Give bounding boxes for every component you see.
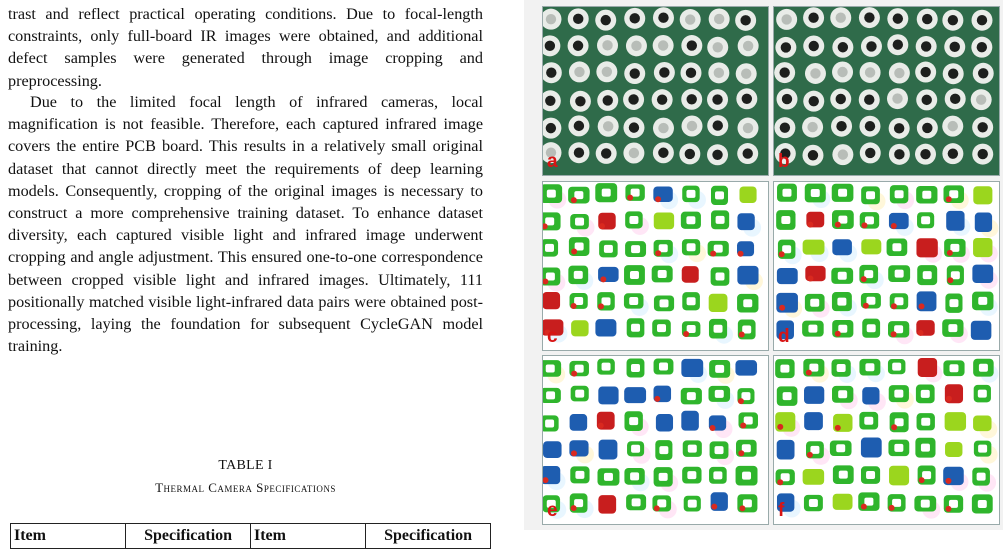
pcb-infrared-image	[774, 356, 999, 524]
pcb-pad	[803, 469, 825, 485]
table-number: TABLE I	[218, 458, 273, 473]
pcb-pad	[972, 265, 993, 283]
table-header-cell: Item	[11, 524, 126, 549]
pcb-visible-image	[543, 7, 768, 175]
panel-c-infrared-image	[542, 181, 769, 351]
pcb-pad	[862, 387, 879, 404]
pcb-pad	[945, 442, 962, 457]
pcb-pad	[598, 495, 616, 513]
pcb-pad	[682, 266, 699, 283]
pcb-visible-image	[774, 7, 999, 175]
pcb-pad	[973, 238, 992, 257]
pcb-pad	[656, 414, 673, 431]
pcb-pad	[737, 213, 754, 230]
panel-label: e	[547, 500, 558, 521]
body-paragraph-1: trast and reflect practical operating conditions. Due to focal-length constraints, only full-board IR images were obtained, and additional defect samples were generated through image cropping and preprocessing.	[8, 5, 483, 90]
pcb-pad	[777, 440, 795, 460]
pcb-pad	[543, 441, 562, 458]
pcb-pad	[973, 416, 991, 432]
panel-label: b	[778, 151, 790, 172]
table-header-cell: Item	[250, 524, 365, 549]
pcb-pad	[624, 387, 646, 403]
pcb-pad	[973, 186, 992, 204]
pcb-infrared-image	[774, 182, 999, 350]
panel-e-infrared-image	[542, 355, 769, 525]
pcb-pad	[804, 412, 823, 430]
pcb-infrared-image	[543, 356, 768, 524]
panel-label: d	[778, 326, 790, 347]
pcb-pad	[737, 266, 758, 285]
pcb-pad	[595, 319, 616, 336]
pcb-infrared-image	[543, 182, 768, 350]
pcb-pad	[739, 186, 756, 203]
pcb-pad	[570, 414, 588, 431]
pcb-pad	[776, 293, 798, 313]
pcb-pad	[803, 240, 825, 255]
table-title: Thermal Camera Specifications	[155, 480, 336, 495]
pcb-pad	[681, 411, 699, 431]
pcb-pad	[946, 211, 964, 231]
table-header-row	[11, 524, 491, 549]
pcb-pad	[945, 412, 966, 431]
pcb-figure	[524, 0, 1003, 530]
spec-table	[10, 523, 491, 549]
pcb-pad	[971, 321, 992, 340]
pcb-pad	[833, 494, 853, 510]
panel-a-visible-image	[542, 6, 769, 176]
body-paragraph-2: Due to the limited focal length of infrared cameras, local magnification is not feasible. Therefore, each captured infrared image covers the entire PCB board. This results in a relatively small original dataset that cannot directly meet the requirements of deep learning models. Consequently, cropping of the original images is necessary to construct a more comprehensive training dataset. To enhance dataset diversity, each captured visible light and infrared image underwent cropping and angle adjustment. This ensured one-to-one correspondence between cropped visible light and infrared images. Ultimately, 111 positionally matched visible light-infrared data pairs were obtained post-processing, laying the foundation for subsequent CycleGAN model training.	[8, 93, 483, 356]
panel-label: c	[547, 326, 558, 347]
pcb-pad	[599, 440, 618, 460]
panel-b-visible-image	[773, 6, 1000, 176]
pcb-pad	[543, 292, 560, 309]
panel-label: f	[778, 500, 785, 521]
table-header-cell: Specification	[366, 524, 491, 549]
pcb-pad	[777, 268, 798, 284]
pcb-pad	[571, 320, 588, 336]
pcb-pad	[598, 387, 618, 405]
pcb-pad	[735, 360, 757, 375]
pcb-pad	[916, 238, 937, 257]
pcb-pad	[832, 239, 852, 255]
pcb-pad	[804, 386, 824, 404]
pcb-pad	[654, 212, 674, 229]
pcb-pad	[861, 239, 881, 254]
table-header-cell: Specification	[126, 524, 251, 549]
pcb-pad	[861, 438, 882, 458]
panel-d-infrared-image	[773, 181, 1000, 351]
pcb-pad	[918, 358, 937, 377]
panel-f-infrared-image	[773, 355, 1000, 525]
pcb-pad	[681, 359, 703, 377]
pcb-pad	[889, 466, 909, 486]
pcb-pad	[975, 213, 992, 232]
panel-label: a	[547, 151, 558, 172]
pcb-pad	[709, 294, 728, 312]
